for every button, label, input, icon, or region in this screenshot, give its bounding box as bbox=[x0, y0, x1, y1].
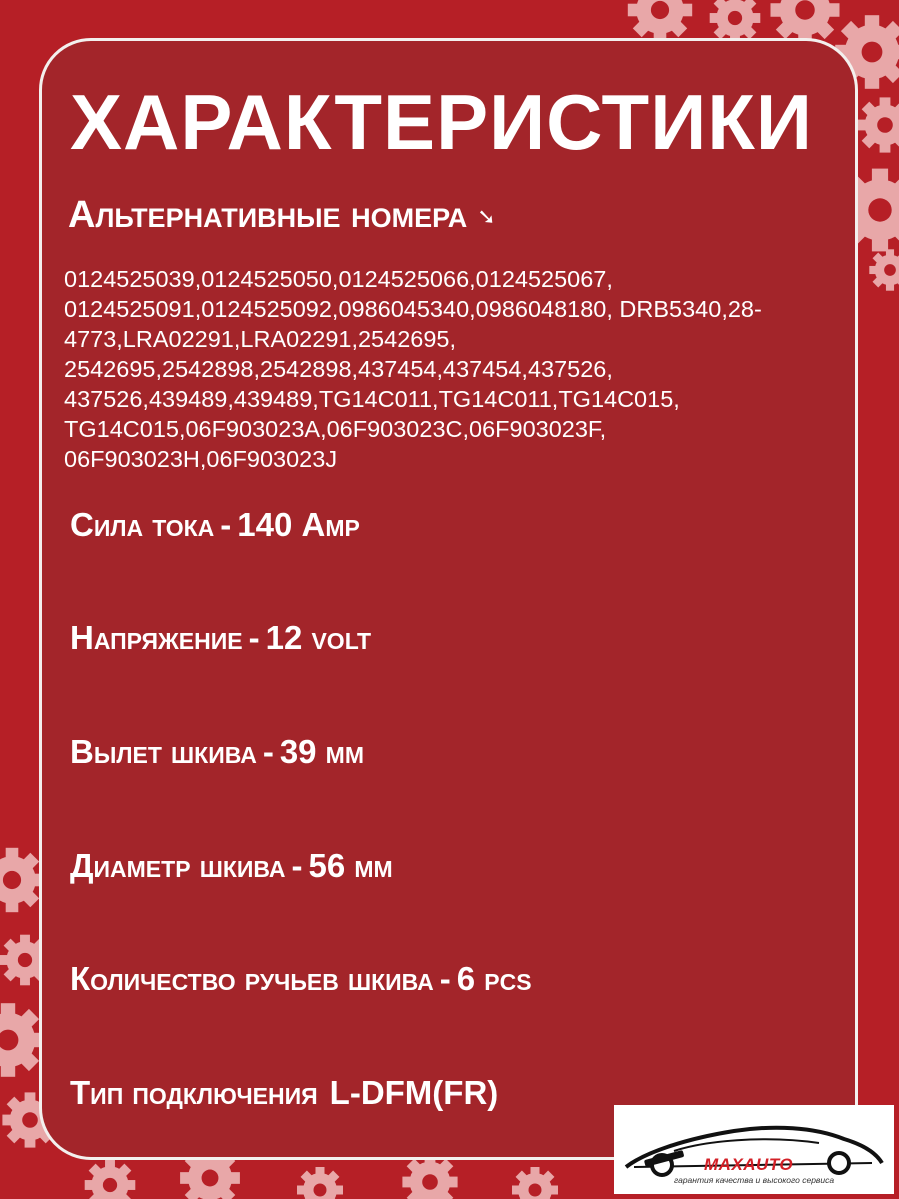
alt-numbers-heading bbox=[68, 196, 496, 234]
spec-label: Сила тока bbox=[70, 506, 215, 543]
spec-label: Вылет шкива bbox=[70, 733, 257, 770]
page-title: ХАРАКТЕРИСТИКИ bbox=[70, 78, 813, 166]
spec-value: 6 pcs bbox=[456, 960, 532, 997]
spec-pulley-offset bbox=[70, 735, 364, 768]
spec-value: 39 мм bbox=[279, 733, 365, 770]
spec-separator: - bbox=[262, 733, 274, 770]
spec-pulley-diameter bbox=[70, 849, 393, 882]
spec-separator: - bbox=[220, 506, 232, 543]
spec-label: Напряжение bbox=[70, 619, 243, 656]
alt-numbers-heading-text: Альтернативные номера bbox=[68, 194, 468, 236]
spec-label: Диаметр шкива bbox=[70, 847, 286, 884]
spec-value: 140 Amp bbox=[237, 506, 360, 543]
spec-label: Количество ручьев шкива bbox=[70, 960, 434, 997]
alt-numbers-list: 0124525039,0124525050,0124525066,0124525067, 0124525091,0124525092,0986045340,0986048180, DRB5340,28-4773,LRA02291,LRA02291,2542695, 2542695,2542898,2542898,437454,437454,437526, 437526,439489,439489,TG14C011,TG14C011,TG14C015, TG14C015,06F903023A,06F903023C,06F903023F, 06F903023H,06F903023J bbox=[64, 266, 762, 472]
spec-voltage bbox=[70, 621, 371, 654]
spec-separator: - bbox=[439, 960, 451, 997]
maxauto-logo bbox=[614, 1105, 894, 1194]
arrow-down-right-icon: ➘ bbox=[477, 203, 496, 229]
spec-value: 12 volt bbox=[265, 619, 372, 656]
logo-brand: MAXAUTO bbox=[704, 1155, 794, 1174]
spec-value: L-DFM(FR) bbox=[329, 1074, 499, 1111]
spec-current bbox=[70, 508, 360, 541]
spec-label: Тип подключения bbox=[70, 1074, 318, 1111]
characteristics-card bbox=[39, 38, 858, 1160]
logo-slogan: гарантия качества и высокого сервиса bbox=[674, 1175, 835, 1185]
spec-value: 56 мм bbox=[308, 847, 393, 884]
spec-separator: - bbox=[248, 619, 260, 656]
spec-connection-type bbox=[70, 1076, 498, 1109]
spec-pulley-grooves bbox=[70, 962, 532, 995]
spec-separator: - bbox=[291, 847, 303, 884]
